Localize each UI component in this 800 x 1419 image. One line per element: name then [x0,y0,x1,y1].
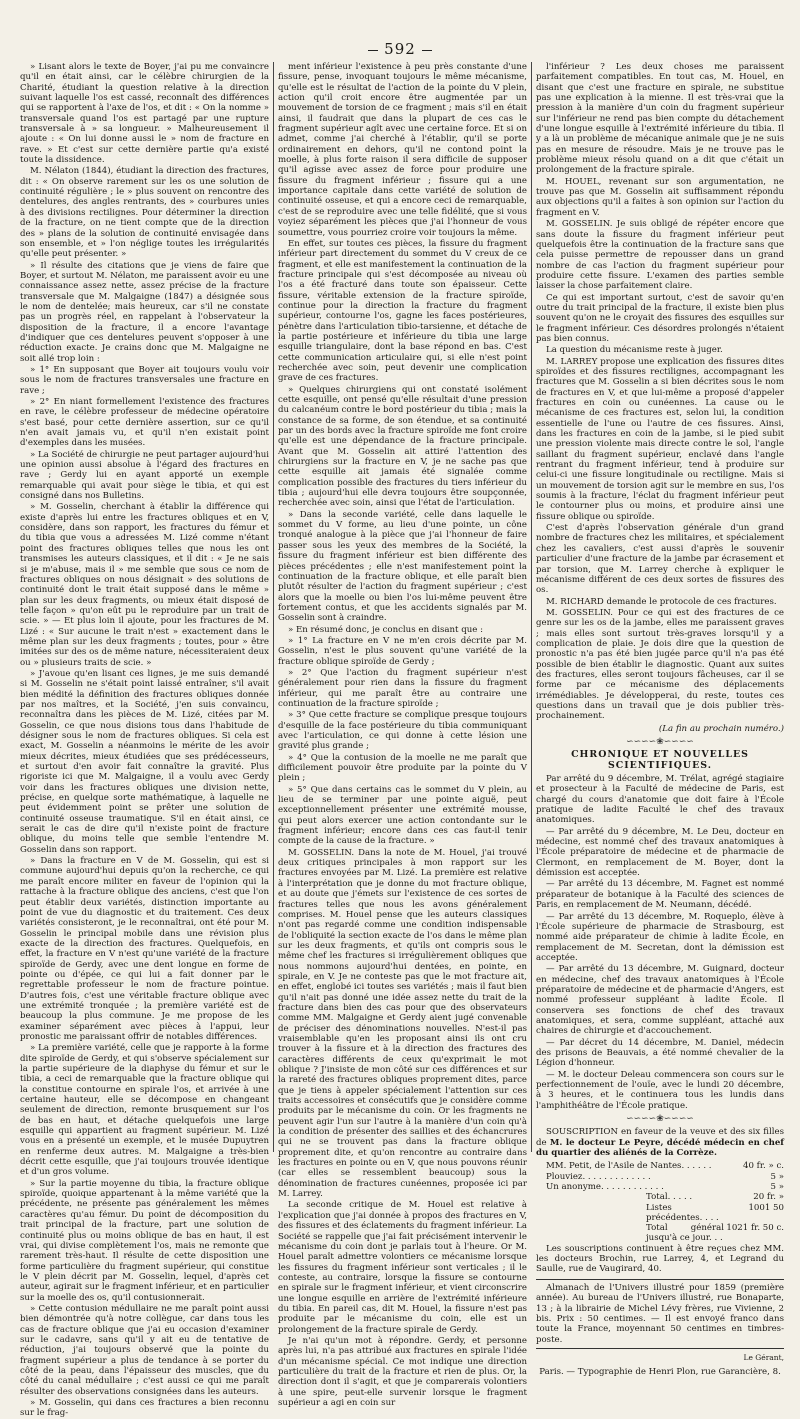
paragraph: l'inférieur ? Les deux choses me paraissent parfaitement compatibles. En tout cas, M. Houel, en disant que c'est une fracture en spirale, ne substitue pas une explication à la mienne. Il est très-vrai que la pression à la manière d'un coin du fragment supérieur sur l'inférieur ne rend pas bien compte du détachement d'une longue esquille à l'extrémité inférieure du tibia. Il y a là un problème de mécanique animale que je ne suis pas en mesure de résoudre. Mais je ne trouve pas le problème mieux résolu quand on a dit que c'était un prolongement de la fracture spirale. [536,62,784,176]
ornament-divider: ∽∽∽∽❀∽∽∽∽ [626,737,694,747]
paragraph: Je n'ai qu'un mot à répondre. Gerdy, et personne après lui, n'a pas attribué aux fractures en spirale l'idée d'un mécanisme spécial. Ce mot indique une direction particulière du trait de la fracture et rien de plus. Or, la direction dont il s'agit, et que je comparerais volontiers à une spire, peut-elle survenir lorsque le fragment supérieur a agi en coin sur [278,1335,527,1408]
subscription-label: Total. . . . . [646,1192,693,1203]
paragraph: Ce qui est important surtout, c'est de savoir qu'en outre du trait principal de la fracture, il existe bien plus souvent qu'on ne le croyait des fissures des esquilles sur le fragment inférieur. Ces désordres prolongés n'étaient pas bien connus. [536,292,784,344]
paragraph: ment inférieur l'existence à peu près constante d'une fissure, pense, invoquant toujours le même mécanisme, qu'elle est le résultat de l'action de la pointe du V plein, action qu'il croit encore être augmentée par un mouvement de torsion de ce fragment ; mais s'il en était ainsi, il faudrait que dans la plupart de ces cas le fragment supérieur agît avec une certaine force. Et si on admet, comme j'ai cherché à l'établir, qu'il se porte ordinairement en dehors, qu'il ne contond point la moelle, à plus forte raison il sera difficile de supposer qu'il agisse avec assez de force pour produire une fissure du fragment inférieur ; fissure qui a une importance capitale dans cette variété de solution de continuité osseuse, et qui a encore ceci de remarquable, c'est de se reproduire avec une telle fidélité, que si vous voyiez séparément les pièces que j'ai l'honneur de vous soumettre, vous pourriez croire voir toujours la même. [278,62,527,238]
paragraph: — Par arrêté du 13 décembre, M. Guignard, docteur en médecine, chef des travaux anatomiques à l'École préparatoire de médecine et de pharmacie d'Angers, est nommé professeur suppléant à ladite École. Il conservera ses fonctions de chef des travaux anatomiques, et sera, comme suppléant, attaché aux chaires de chirurgie et d'accouchement. [536,964,784,1037]
subscription-label: MM. Petit, de l'Asile de Nantes. . . . . . [546,1161,712,1172]
paragraph: » La première variété, celle que je rapporte à la forme dite spiroïde de Gerdy, et qui s'observe spécialement sur la partie supérieure de la diaphyse du fémur et sur le tibia, a ceci de remarquable que la fracture oblique qui la constitue contourne en spirale l'os, et arrivée à une certaine hauteur, elle se décompose en changeant seulement de direction, remonte brusquement sur l'os de bas en haut, et détache quelquefois une large esquille qui appartient au fragment supérieur. M. Lizé vous en a présenté un exemple, et le musée Dupuytren en renferme deux autres. M. Malgaigne a très-bien décrit cette esquille, que j'ai toujours trouvée identique et d'un gros volume. [20,1043,269,1178]
paragraph: M. LARREY propose une explication des fissures dites spiroïdes et des fissures rectilignes, accompagnant les fractures que M. Gosselin a si bien décrites sous le nom de fractures en V, et que lui-même a proposé d'appeler fractures en coin ou cunéennes. La cause ou le mécanisme de ces fractures est, selon lui, la condition essentielle de l'une ou l'autre de ces fissures. Ainsi, dans les fractures en coin de la jambe, si le pied subit une pression violente mais directe contre le sol, l'angle saillant du fragment supérieur, enclavé dans l'angle rentrant du fragment inférieur, tend à produire sur celui-ci une fissure longitudinale ou rectiligne. Mais si un mouvement de torsion agit sur le membre en sus, l'os soumis à la fracture, l'éclat du fragment inférieur peut le contourner plus ou moins, et produire ainsi une fissure oblique ou spiroïde. [536,356,784,522]
folio-text: 592 [384,40,416,58]
subscription-label: Un anonyme. . . . . . . . . . . . [546,1182,664,1192]
paragraph: » Dans la seconde variété, celle dans laquelle le sommet du V forme, au lieu d'une pointe, un cône tronqué analogue à la pièce que j'ai l'honneur de faire passer sous les yeux des membres de la Société, la fissure du fragment inférieur est bien différente des pièces précédentes ; elle n'est manifestement point la continuation de la fracture oblique, et elle paraît bien plutôt résulter de l'action du fragment supérieur ; c'est alors que la moelle ou bien l'os lui-même peuvent être fortement contus, et que les accidents signalés par M. Gosselin sont à craindre. [278,509,527,624]
paragraph: M. HOUEL, revenant sur son argumentation, ne trouve pas que M. Gosselin ait suffisamment répondu aux objections qu'il a faites à son opinion sur l'action du fragment en V. [536,176,784,218]
paragraph: » 1° La fracture en V ne m'en crois décrite par M. Gosselin, n'est le plus souvent qu'une variété de la fracture oblique spiroïde de Gerdy ; [278,635,527,667]
paragraph: » 3° Que cette fracture se complique presque toujours d'esquille de la face postérieure du tibia communiquant avec l'articulation, ce qui donne à cette lésion une gravité plus grande ; [278,710,527,752]
paragraph: — Par arrêté du 13 décembre, M. Fagnet est nommé préparateur de botanique à la Faculté des sciences de Paris, en remplacement de M. Neumann, décédé. [536,879,784,911]
paragraph: M. GOSSELIN. Pour ce qui est des fractures de ce genre sur les os de la jambe, elles me paraissent graves ; mais elles sont surtout très-graves lorsqu'il y a complication de plaie. Je dois dire que la question de pronostic n'a pas été bien jugée parce qu'il n'a pas été possible de bien établir le diagnostic. Quant aux suites des fractures, elles seront toujours fâcheuses, car il se forme par ce mécanisme des déplacements irrémédiables. Je développerai, du reste, toutes ces questions dans un travail que je dois publier très-prochainement. [536,607,784,722]
paragraph: » Quelques chirurgiens qui ont constaté isolément cette esquille, ont pensé qu'elle résultait d'une pression du calcanéum contre le bord postérieur du tibia ; mais la constance de sa forme, de son étendue, et sa continuité par un des bords avec la fracture spiroïde me font croire qu'elle est une dépendance de la fracture principale. Avant que M. Gosselin ait attiré l'attention des chirurgiens sur la fracture en V, je ne sache pas que cette esquille ait jamais été signalée comme complication possible des fractures du tiers inférieur du tibia ; aujourd'hui elle devra toujours être soupçonnée, recherchée avec soin, ainsi que l'état de l'articulation. [278,384,527,509]
paragraph: C'est d'après l'observation générale d'un grand nombre de fractures chez les militaires, et spécialement chez les cavaliers, c'est aussi d'après le souvenir particulier d'une fracture de la jambe par écrasement et par torsion, que M. Larrey cherche à expliquer le mécanisme différent de ces deux sortes de fissures des os. [536,523,784,596]
paragraph: M. GOSSELIN. Je suis obligé de répéter encore que sans doute la fissure du fragment inférieur peut quelquefois être la continuation de la fracture sans que cela puisse permettre de repousser dans un grand nombre de cas l'action du fragment supérieur pour produire cette fissure. L'examen des parties semble laisser la chose parfaitement claire. [536,219,784,292]
subscription-amount: 1021 fr. 50 c. [726,1223,784,1234]
paragraph: » Il résulte des citations que je viens de faire que Boyer, et surtout M. Nélaton, me paraissent avoir eu une connaissance assez nette, assez précise de la fracture transversale que M. Malgaigne (1847) a désignée sous le nom de dentelée; mais heureux, car s'il ne constate pas un progrès réel, en rappelant à l'observateur la disposition de la fracture, il a encore l'avantage d'indiquer que ces dentelures peuvent s'opposer à une réduction exacte. Je crains donc que M. Malgaigne ne soit allé trop loin : [20,260,269,364]
subscription-row [536,1203,784,1224]
subscription-note: Les souscriptions continuent à être reçues chez MM. les docteurs Brochin, rue Larrey, 4, et Legrand du Saulle, rue de Vaugirard, 40. [536,1243,784,1275]
subscription-label: Total général jusqu'à ce jour. . . [646,1223,724,1244]
subscription-amount: 5 » [770,1182,784,1192]
paragraph: Par arrêté du 9 décembre, M. Trélat, agrégé stagiaire et prosecteur à la Faculté de médecine de Paris, est chargé du cours d'anatomie que doit faire à l'École pratique de ladite Faculté le chef des travaux anatomiques. [536,774,784,826]
paragraph: » La Société de chirurgie ne peut partager aujourd'hui une opinion aussi absolue à l'égard des fractures en rave ; Gerdy lui en ayant apporté un exemple remarquable qui avait pour siège le tibia, et qui est consigné dans nos Bulletins. [20,449,269,502]
paragraph: » Dans la fracture en V de M. Gosselin, qui est si commune aujourd'hui depuis qu'on la recherche, ce qui me paraît encore militer en faveur de l'opinion qui la rattache à la fracture oblique des anciens, c'est que l'on peut établir deux variétés, distinction importante au point de vue du diagnostic et du traitement. Ces deux variétés consisteront, je le reconnaîtrai, ont été pour M. Gosselin le principal mobile dans une révision plus exacte de la direction des fractures. Quelquefois, en effet, la fracture en V n'est qu'une variété de la fracture spiroïde de Gerdy, avec une dent longue en forme de pointe ou d'épée, ce qui lui a fait donner par le regrettable professeur le nom de fracture pointue. D'autres fois, c'est une véritable fracture oblique avec une extrémité tronquée ; la première variété est de beaucoup la plus commune. Je me propose de les examiner séparément avec pièces à l'appui, leur pronostic me paraissant offrir de notables différences. [20,856,269,1042]
paragraph: — Par arrêté du 9 décembre, M. Le Deu, docteur en médecine, est nommé chef des travaux anatomiques à l'École préparatoire de médecine et de pharmacie de Clermont, en remplacement de M. Boyer, dont la démission est acceptée. [536,826,784,879]
paragraph: En effet, sur toutes ces pièces, la fissure du fragment inférieur part directement du sommet du V creux de ce fragment, et elle est manifestement la continuation de la fracture principale qui s'est décomposée au niveau où l'os a été fracturé dans toute son épaisseur. Cette fissure, véritable extension de la fracture spiroïde, continue pour la direction la fracture du fragment supérieur, contourne l'os, gagne les faces postérieures, pénètre dans l'articulation tibio-tarsienne, et détache de la partie postérieure et inférieure du tibia une large esquille triangulaire, dont la base répond en bas. C'est cette communication articulaire qui, si elle n'est point recherchée avec soin, peut devenir une complication grave de ces fractures. [278,238,527,384]
subscription-row [536,1172,784,1182]
subscription-label: Plouviez. . . . . . . . . . . . . [546,1171,651,1182]
paragraph: » 5° Que dans certains cas le sommet du V plein, au lieu de se terminer par une pointe aiguë, peut exceptionnellement présenter une extrémité mousse, qui peut alors exercer une action contondante sur le fragment inférieur; encore dans ces cas faut-il tenir compte de la cause de la fracture. » [278,784,527,847]
subscription-row [536,1182,784,1192]
paragraph: — Par décret du 14 décembre, M. Daniel, médecin des prisons de Beauvais, a été nommé chevalier de la Légion d'honneur. [536,1037,784,1069]
subscription-amount: 20 fr. » [753,1192,784,1203]
subscription-title: SOUSCRIPTION en faveur de la veuve et des six filles de M. le docteur Le Peyre, décédé médecin en chef du quartier des aliénés de la Corrèze. [536,1127,784,1159]
column-1 [20,62,269,1419]
subscription-amount: 1001 50 [748,1202,784,1213]
column-3 [536,62,784,1378]
paragraph: » Cette contusion médullaire ne me paraît point aussi bien démontrée qu'à notre collègue, car dans tous les cas de fracture oblique que j'ai eu occasion d'examiner sur le cadavre, sans qu'il y ait eu de tentative de réduction, j'ai toujours observé que la pointe du fragment supérieur a plus de tendance à se porter du côté de la peau, dans l'épaisseur des muscles, que du côté du canal médullaire ; c'est aussi ce qui me paraît résulter des observations consignées dans les auteurs. [20,1303,269,1397]
column-rule [273,62,274,1152]
paragraph: M. Nélaton (1844), étudiant la direction des fractures, dit : « On observe rarement sur les os une solution de continuité régulière ; le » plus souvent on rencontre des dentelures, des angles rentrants, des » courbures unies à des divisions rectilignes. Pour déterminer la direction de la fracture, on ne tient compte que de la direction des » plans de la solution de continuité envisagée dans son ensemble, et » l'on néglige toutes les irrégularités qu'elle peut présenter. » [20,166,269,260]
section-title: CHRONIQUE ET NOUVELLES SCIENTIFIQUES. [571,749,749,771]
ornament-divider: ∽∽∽∽❀∽∽∽∽ [626,1114,694,1125]
gerant-label: Le Gérant, [743,1352,784,1362]
paragraph: » 1° En supposant que Boyer ait toujours voulu voir sous le nom de fractures transversales une fracture en rave ; [20,364,269,396]
columns [20,62,784,1419]
paragraph: La question du mécanisme reste à juger. [546,345,723,356]
column-2 [278,62,527,1408]
almanach-text: Almanach de l'Univers illustré pour 1859 (première année). Au bureau de l'Univers illustré, rue Bonaparte, 13 ; à la librairie de Michel Lévy frères, rue Vivienne, 2 bis. Prix : 50 centimes. — Il est envoyé franco dans toute la France, moyennant 50 centimes en timbres-poste. [536,1282,784,1345]
paragraph: » 4° Que la contusion de la moelle ne me paraît que difficilement pouvoir être produite par la pointe du V plein ; [278,752,527,784]
paragraph: — M. le docteur Deleau commencera son cours sur le perfectionnement de l'ouïe, avec le lundi 20 décembre, à 3 heures, et le continuera tous les lundis dans l'amphithéâtre de l'École pratique. [536,1069,784,1111]
column-3-paragraphs [536,62,784,722]
subscription-amount: 40 fr. » c. [742,1161,784,1172]
paragraph: » M. Gosselin, qui dans ces fractures a bien reconnu sur le frag- [20,1398,269,1419]
paragraph: » Lisant alors le texte de Boyer, j'ai pu me convaincre qu'il en était ainsi, car le célèbre chirurgien de la Charité, étudiant la question relative à la direction suivant laquelle l'os est cassé, reconnaît des différences qui se rapportent à l'axe de l'os, et dit : « On la nomme » transversale quand l'os est partagé par une rupture transversale à » sa longueur. » Malheureusement il ajoute : « On lui donne aussi le » nom de fracture en rave. » Et c'est sur cette dernière partie qu'a existé toute la dissidence. [20,62,269,166]
paragraph: » J'avoue qu'en lisant ces lignes, je me suis demandé si M. Gosselin ne s'était point laissé entraîner, s'il avait bien médité la définition des fractures obliques donnée par nos maîtres, et la Société, j'en suis convaincu, reconnaîtra dans les pièces de M. Lizé, citées par M. Gosselin, ce que nous disions tous dans l'habitude de désigner sous le nom de fractures obliques. Si cela est exact, M. Gosselin a néanmoins le mérite de les avoir mieux décrites, mieux étudiées que ses prédécesseurs, et surtout d'en avoir fait connaître la gravité. Plus rigoriste ici que M. Malgaigne, il a voulu avec Gerdy voir dans les fractures obliques une division nette, précise, en quelque sorte mathématique, à laquelle ne peut évidemment point se prêter une solution de continuité osseuse traumatique. S'il en était ainsi, ce serait le cas de dire qu'il n'existe point de fracture oblique, du moins telle que semble l'entendre M. Gosselin dans son rapport. [20,668,269,855]
paragraph: » Sur la partie moyenne du tibia, la fracture oblique spiroïde, quoique appartenant à la même variété que la précédente, ne présente pas généralement les mêmes caractères qu'au fémur. Du point de décomposition du trait principal de la fracture, part une solution de continuité plus ou moins oblique de bas en haut, il est vrai, qui divise complètement l'os, mais ne remonte que rarement très-haut. Il résulte de cette disposition une forme particulière du fragment supérieur, qui constitue le V plein décrit par M. Gosselin, lequel, d'après cet auteur, agirait sur le fragment inférieur, et en particulier sur la moelle des os, qu'il contusionnerait. [20,1178,269,1303]
paragraph: M. RICHARD demande le protocole de ces fractures. [546,596,777,607]
paragraph: — Par arrêté du 13 décembre, M. Roqueplo, élève à l'École supérieure de pharmacie de Strasbourg, est nommé aide préparateur de chimie à ladite École, en remplacement de M. Secretan, dont la démission est acceptée. [536,911,784,963]
subscription-row [536,1192,784,1202]
almanach-notice [536,1279,784,1349]
subscription-table [536,1161,784,1243]
imprint: Paris. — Typographie de Henri Plon, rue Garancière, 8. [539,1367,781,1378]
paragraph: » 2° En niant formellement l'existence des fractures en rave, le célèbre professeur de médecine opératoire s'est basé, pour cette dernière assertion, sur ce qu'il n'en avait jamais vu, et qu'il n'en existait point d'exemples dans les musées. [20,397,269,449]
paragraph: M. GOSSELIN. Dans la note de M. Houel, j'ai trouvé deux critiques principales à mon rapport sur les fractures envoyées par M. Lizé. La première est relative à l'interprétation que je donne du mot fracture oblique, et au doute que j'émets sur l'existence de ces sortes de fractures telles que nous les avons généralement comprises. M. Houel pense que les auteurs classiques n'ont pas regardé comme une condition indispensable de l'obliquité la section exacte de l'os dans le même plan sur les deux fragments, et qu'ils ont compris sous le même chef les fractures si irrégulièrement obliques que nous nommons aujourd'hui dentées, en pointe, en spirale, en V. Je ne conteste pas que le mot fracture ait, en effet, englobé ici toutes ses variétés ; mais il faut bien qu'il n'ait pas donné une idée assez nette du trait de la fracture dans bien des cas pour que des observateurs comme MM. Malgaigne et Gerdy aient jugé convenable de préciser des dénominations nouvelles. N'est-il pas vraisemblable qu'en les proposant ainsi ils ont cru trouver à la fissure et à la direction des fractures des caractères différents de ceux qu'exprimait le mot oblique ? J'insiste de mon côté sur ces différences et sur la rareté des fractures obliques proprement dites, parce que je tiens à appeler spécialement l'attention sur ces traits accessoires et consécutifs que je considère comme produits par le mécanisme du coin. Or les fragments ne peuvent agir l'un sur l'autre à la manière d'un coin qu'à la condition de présenter des saillies et des échancrures qui ne se trouvent pas dans la fracture oblique proprement dite, et qu'on rencontre au contraire dans les fractures en pointe ou en V, que nous pouvons réunir (car elles se ressemblent beaucoup) sous la dénomination de fractures cunéennes, proposée ici par M. Larrey. [278,847,527,1200]
paragraph: » En résumé donc, je conclus en disant que : [288,624,483,635]
continuation-note: (La fin au prochain numéro.) [658,723,784,734]
paragraph: » 2° Que l'action du fragment supérieur n'est généralement pour rien dans la fissure du fragment inférieur, qui me paraît être au contraire une continuation de la fracture spiroïde ; [278,667,527,709]
column-rule [531,62,532,1152]
subscription-amount: 5 » [770,1171,784,1182]
subscription-row [536,1223,784,1244]
chronique-paragraphs [536,774,784,1111]
paragraph: La seconde critique de M. Houel est relative à l'explication que j'ai donnée à propos des fractures en V, des fissures et des éclatements du fragment inférieur. La Société se rappelle que j'ai fait précisément intervenir le mécanisme du coin dont je parlais tout à l'heure. Or M. Houel paraît admettre volontiers ce mécanisme lorsque les fissures du fragment inférieur sont verticales ; il le conteste, au contraire, lorsque la fissure se contourne en spirale sur le fragment inférieur, et vient circonscrire une longue esquille en arrière de l'extrémité inférieure du tibia. En pareil cas, dit M. Houel, la fissure n'est pas produite par le mécanisme du coin, elle est un prolongement de la fracture spirale de Gerdy. [278,1200,527,1335]
subscription-row [536,1161,784,1171]
subscription-label: Listes précédentes. . . . [646,1202,719,1223]
page-number [0,40,800,58]
paragraph: » M. Gosselin, cherchant à établir la différence qui existe d'après lui entre les fractures obliques et en V, considère, dans son rapport, les fractures du fémur et du tibia que vous a adressées M. Lizé comme n'étant point des fractures obliques telles que nous les ont transmises les auteurs classiques, et il dit : « Je ne sais si je m'abuse, mais il » me semble que sous ce nom de fractures obliques on nous désignait » des solutions de continuité dont le trait était supposé dans le même » plan sur les deux fragments, ou mieux était disposé de telle façon » qu'on eût pu le reproduire par un trait de scie. » — Et plus loin il ajoute, pour les fractures de M. Lizé : « Sur aucune le trait n'est » exactement dans le même plan sur les deux fragments ; toutes, pour » être imitées sur des os de même nature, nécessiteraient deux ou » plusieurs traits de scie. » [20,502,269,668]
